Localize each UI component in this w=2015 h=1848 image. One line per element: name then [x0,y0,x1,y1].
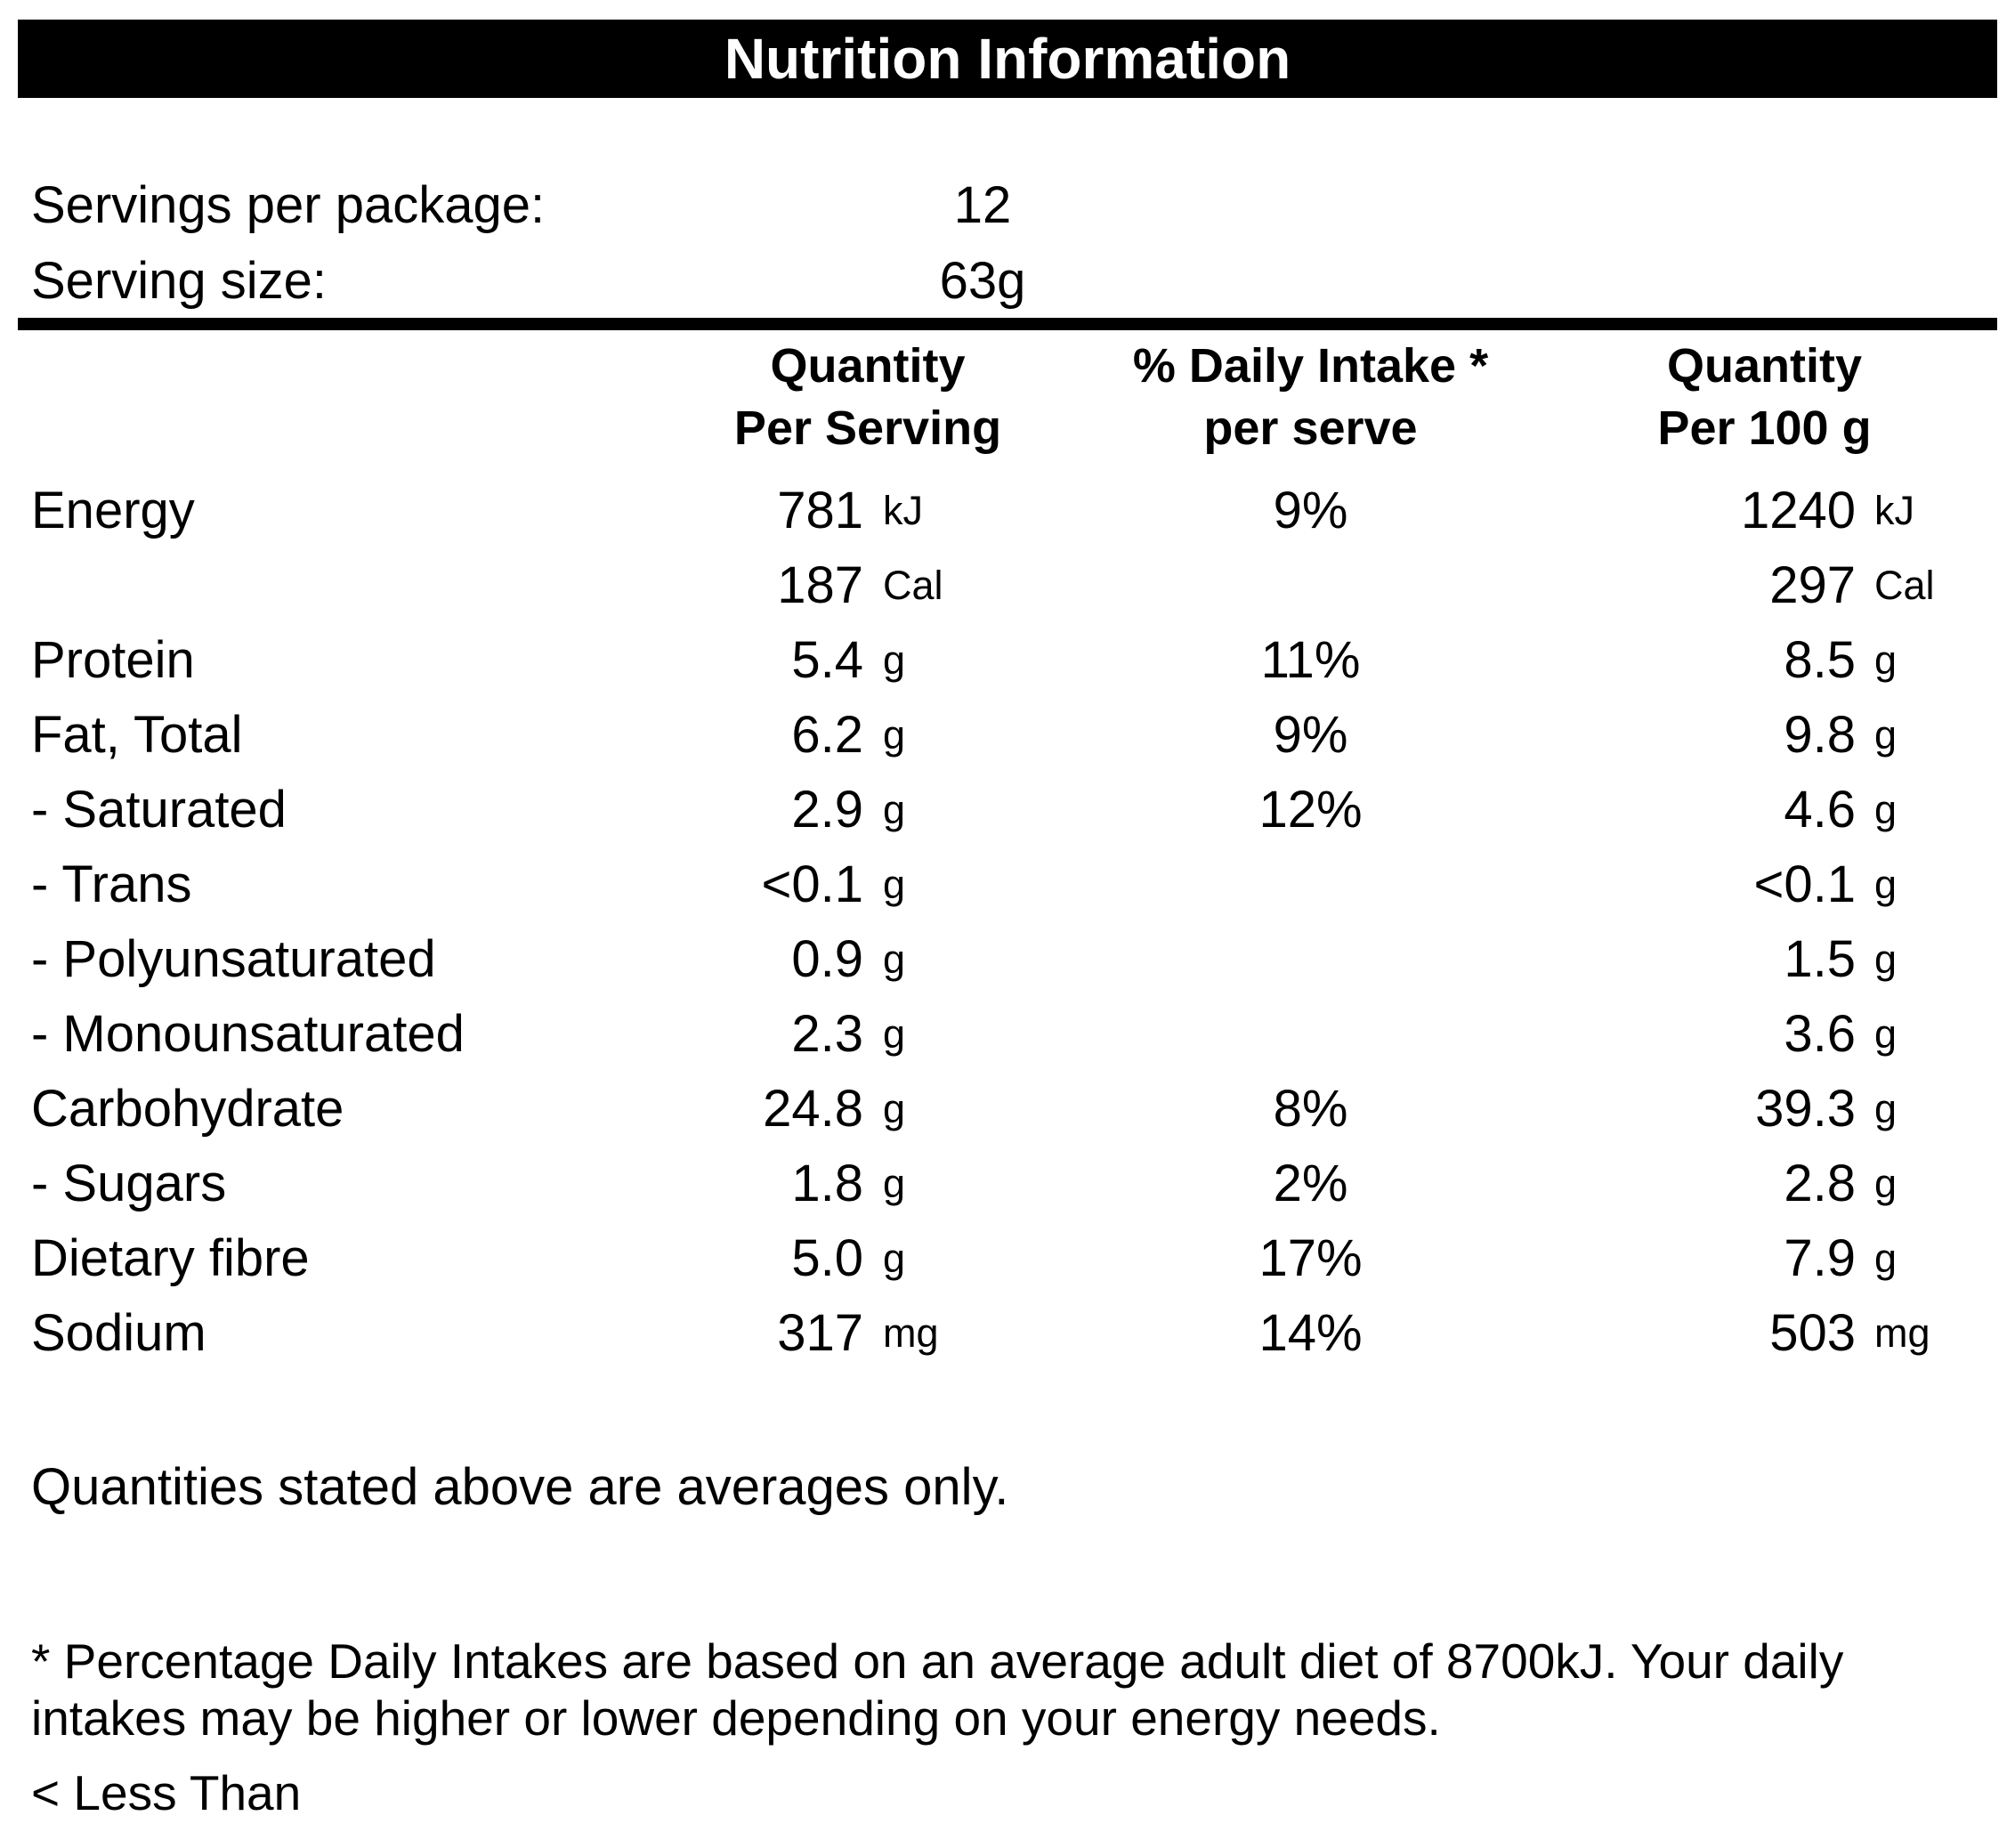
table-row [0,629,2015,692]
qty-per-serving-unit: g [883,1161,906,1206]
qty-per-serving-unit: g [883,787,906,832]
daily-intake-value: 14% [1258,1304,1363,1362]
table-row [0,1003,2015,1066]
daily-intake-value: 8% [1273,1080,1348,1138]
qty-per-100g-value: 9.8 [1784,706,1856,764]
qty-per-100g-value: 39.3 [1755,1080,1856,1138]
qty-per-serving-unit: Cal [883,563,943,608]
nutrient-label: Protein [31,631,195,689]
servings-per-package-label: Servings per package: [31,176,546,234]
serving-size-row [0,250,2015,312]
qty-per-100g-value: 8.5 [1784,631,1856,689]
daily-intake-value: 2% [1273,1155,1348,1212]
qty-per-100g-value: 297 [1769,556,1856,614]
qty-per-100g-unit: kJ [1874,488,1914,533]
column-header-line: Quantity [1666,339,1862,393]
column-headers [0,335,2015,477]
qty-per-serving-value: 781 [777,482,863,539]
table-row [0,1228,2015,1290]
nutrient-label: Carbohydrate [31,1080,344,1138]
nutrient-label: - Polyunsaturated [31,930,436,988]
nutrient-label: - Monounsaturated [31,1005,465,1063]
qty-per-100g-unit: Cal [1874,563,1935,608]
qty-per-serving-value: 6.2 [791,706,863,764]
table-row [0,704,2015,766]
qty-per-100g-value: 2.8 [1784,1155,1856,1212]
serving-size-label: Serving size: [31,252,328,310]
table-top-rule [18,318,1997,330]
nutrient-label: - Sugars [31,1155,227,1212]
qty-per-100g-unit: g [1874,712,1898,758]
servings-per-package-value: 12 [953,176,1012,234]
qty-per-100g-unit: g [1874,1011,1898,1057]
nutrient-label: Dietary fibre [31,1229,310,1287]
title-bar [18,20,1997,98]
column-header-line: % Daily Intake * [1132,339,1489,393]
qty-per-100g-value: 7.9 [1784,1229,1856,1287]
daily-intake-value: 17% [1258,1229,1363,1287]
qty-per-serving-unit: g [883,1236,906,1281]
qty-per-100g-value: <0.1 [1753,855,1856,913]
table-row [0,1078,2015,1140]
daily-intake-footnote-line1: * Percentage Daily Intakes are based on an average adult diet of 8700kJ. Your daily [31,1633,1844,1689]
qty-per-100g-unit: g [1874,862,1898,907]
qty-per-serving-value: 5.4 [791,631,863,689]
qty-per-100g-value: 4.6 [1784,781,1856,839]
qty-per-serving-unit: g [883,862,906,907]
qty-per-100g-unit: g [1874,1161,1898,1206]
qty-per-100g-unit: g [1874,1086,1898,1131]
qty-per-serving-unit: g [883,637,906,683]
qty-per-serving-unit: g [883,1086,906,1131]
qty-per-100g-unit: g [1874,1236,1898,1281]
less-than-note: < Less Than [31,1765,302,1820]
qty-per-100g-unit: g [1874,637,1898,683]
averages-note: Quantities stated above are averages only. [31,1458,1009,1516]
qty-per-serving-value: 2.9 [791,781,863,839]
table-row [0,928,2015,991]
column-header-line: Per 100 g [1657,401,1872,455]
qty-per-serving-value: <0.1 [761,855,863,913]
qty-per-100g-unit: g [1874,787,1898,832]
daily-intake-footnote-line2: intakes may be higher or lower depending on your energy needs. [31,1690,1441,1746]
table-row [0,555,2015,617]
table-row [0,480,2015,542]
qty-per-serving-unit: g [883,1011,906,1057]
column-header-quantity-per-100g [1562,335,1967,459]
table-row [0,854,2015,916]
nutrient-label: - Trans [31,855,192,913]
daily-intake-value: 9% [1273,482,1348,539]
qty-per-serving-value: 0.9 [791,930,863,988]
page-title: Nutrition Information [724,27,1291,91]
qty-per-serving-value: 2.3 [791,1005,863,1063]
nutrient-label: Energy [31,482,195,539]
qty-per-100g-value: 503 [1769,1304,1856,1362]
qty-per-100g-unit: mg [1874,1310,1930,1356]
qty-per-serving-unit: mg [883,1310,939,1356]
table-row [0,779,2015,841]
column-header-daily-intake [1059,335,1562,459]
daily-intake-value: 12% [1258,781,1363,839]
column-header-line: per serve [1203,401,1418,455]
column-header-line: Per Serving [733,401,1002,455]
qty-per-serving-value: 24.8 [763,1080,863,1138]
column-header-line: Quantity [770,339,966,393]
qty-per-serving-unit: kJ [883,488,923,533]
nutrient-label: - Saturated [31,781,287,839]
nutrient-label: Sodium [31,1304,206,1362]
qty-per-100g-value: 1240 [1740,482,1856,539]
qty-per-serving-value: 317 [777,1304,863,1362]
qty-per-serving-value: 187 [777,556,863,614]
servings-per-package-row [0,174,2015,237]
table-row [0,1153,2015,1215]
nutrient-label: Fat, Total [31,706,243,764]
qty-per-serving-value: 5.0 [791,1229,863,1287]
qty-per-100g-value: 3.6 [1784,1005,1856,1063]
daily-intake-value: 9% [1273,706,1348,764]
table-row [0,1302,2015,1365]
daily-intake-value: 11% [1260,631,1361,689]
qty-per-serving-unit: g [883,936,906,982]
qty-per-serving-unit: g [883,712,906,758]
daily-intake-footnote [31,1633,1843,1747]
qty-per-serving-value: 1.8 [791,1155,863,1212]
qty-per-100g-value: 1.5 [1784,930,1856,988]
qty-per-100g-unit: g [1874,936,1898,982]
serving-size-value: 63g [939,252,1026,310]
